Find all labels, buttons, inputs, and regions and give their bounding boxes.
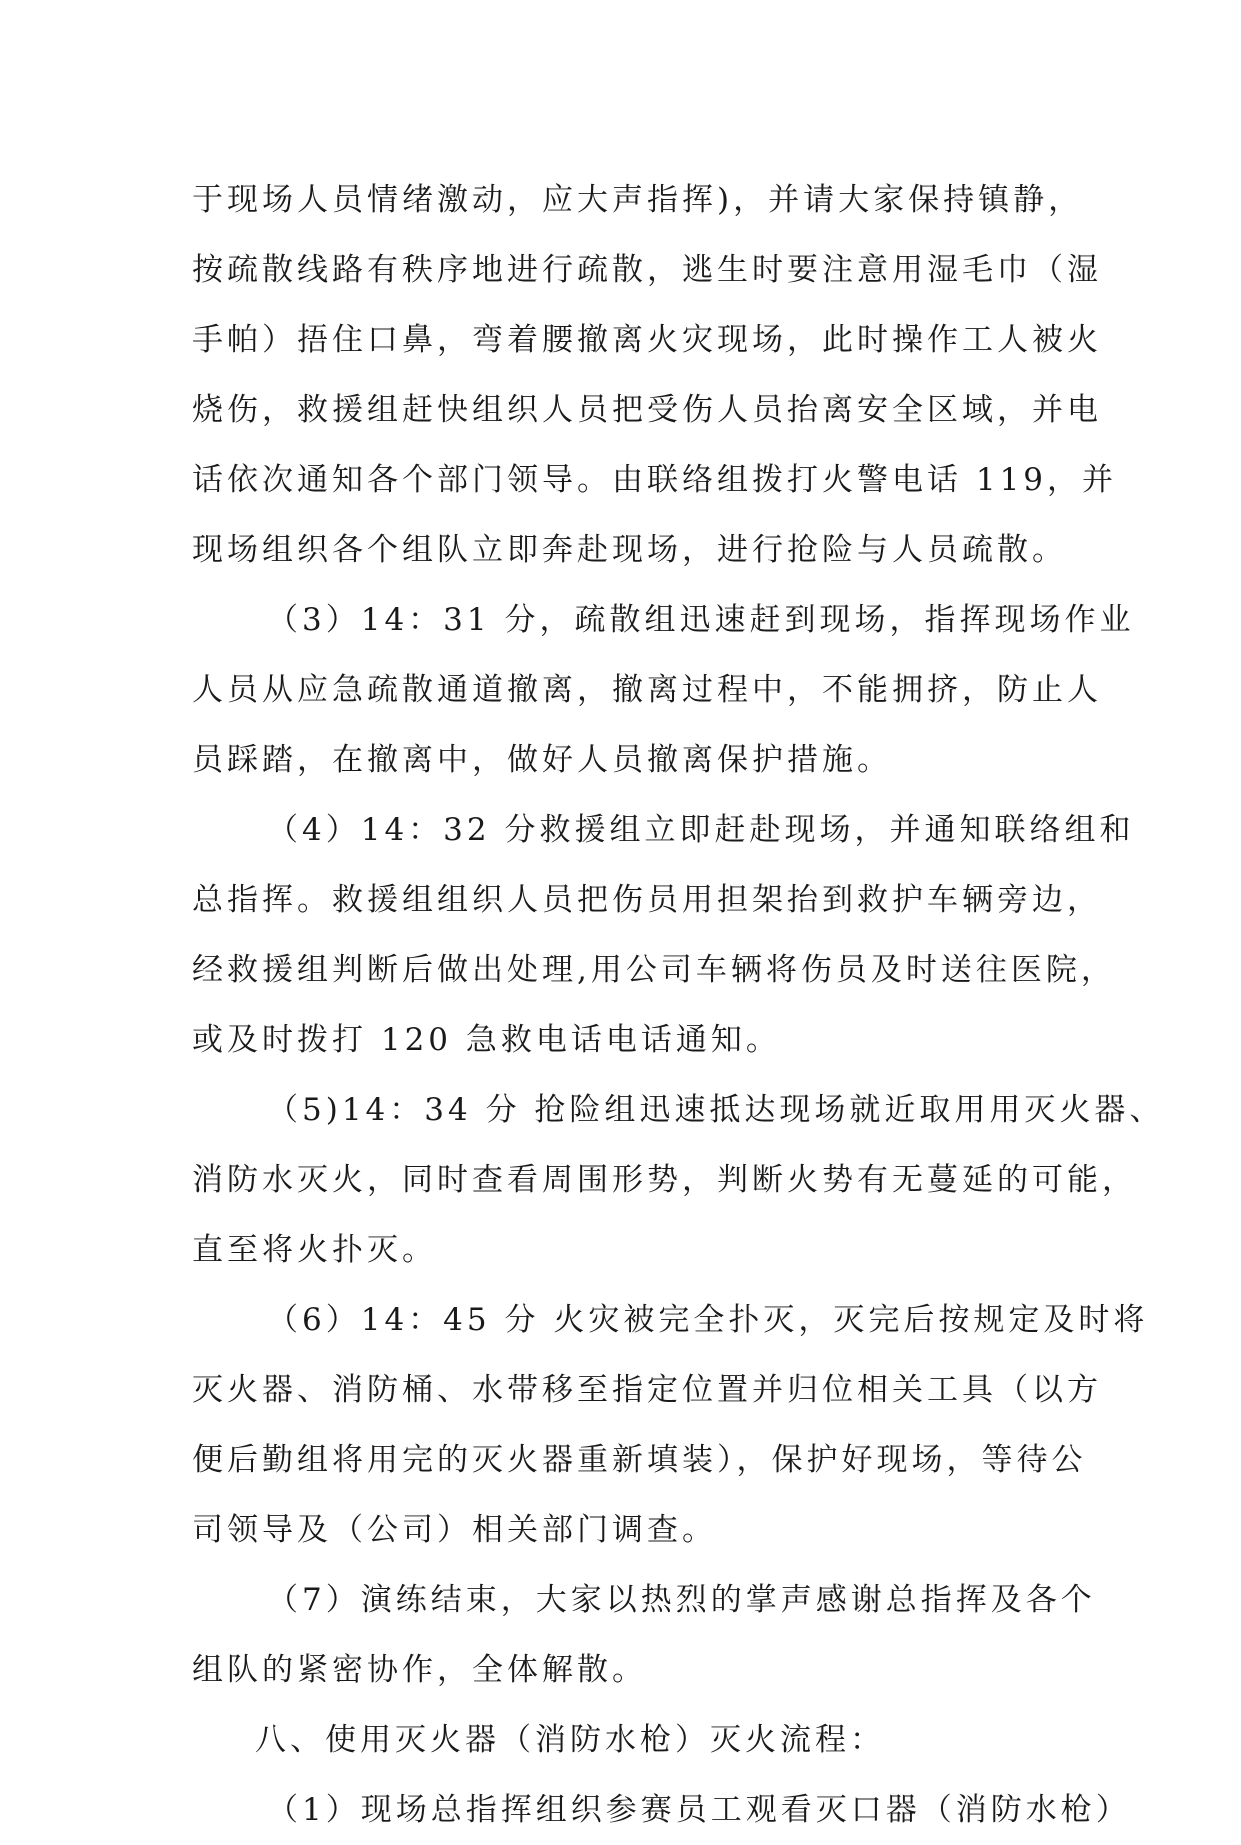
text-line: 或及时拨打 120 急救电话电话通知。: [192, 1022, 781, 1058]
text-line: 烧伤，救援组赶快组织人员把受伤人员抬离安全区域，并电: [192, 392, 1102, 428]
text-line: 人员从应急疏散通道撤离，撤离过程中，不能拥挤，防止人: [192, 672, 1102, 708]
paragraph-start-4: （4）14：32 分救援组立即赶赴现场，并通知联络组和: [267, 812, 1135, 848]
text-line: 于现场人员情绪激动，应大声指挥)，并请大家保持镇静，: [192, 182, 1084, 218]
text-line: 总指挥。救援组组织人员把伤员用担架抬到救护车辆旁边，: [192, 882, 1102, 918]
text-line: 灭火器、消防桶、水带移至指定位置并归位相关工具（以方: [192, 1372, 1102, 1408]
text-line: 按疏散线路有秩序地进行疏散，逃生时要注意用湿毛巾（湿: [192, 252, 1102, 288]
document-body: [192, 165, 1165, 1845]
paragraph-start-3: （3）14：31 分，疏散组迅速赶到现场，指挥现场作业: [267, 602, 1135, 638]
text-line: 消防水灭火，同时查看周围形势，判断火势有无蔓延的可能，: [192, 1162, 1137, 1198]
paragraph-start-6: （6）14：45 分 火灾被完全扑灭，灭完后按规定及时将: [267, 1302, 1149, 1338]
paragraph-start-5: （5)14：34 分 抢险组迅速抵达现场就近取用用灭火器、: [267, 1092, 1165, 1128]
text-line: 直至将火扑灭。: [192, 1232, 437, 1268]
text-line: 司领导及（公司）相关部门调查。: [192, 1512, 717, 1548]
paragraph-start-8-1: （1）现场总指挥组织参赛员工观看灭口器（消防水枪）: [267, 1792, 1131, 1828]
text-line: 员踩踏，在撤离中，做好人员撤离保护措施。: [192, 742, 892, 778]
section-heading-8: 八、使用灭火器（消防水枪）灭火流程：: [255, 1722, 885, 1758]
text-line: 经救援组判断后做出处理,用公司车辆将伤员及时送往医院，: [192, 952, 1116, 988]
text-line: 手帕）捂住口鼻，弯着腰撤离火灾现场，此时操作工人被火: [192, 322, 1102, 358]
text-line: 组队的紧密协作，全体解散。: [192, 1652, 647, 1688]
paragraph-start-7: （7）演练结束，大家以热烈的掌声感谢总指挥及各个: [267, 1582, 1096, 1618]
text-line: 话依次通知各个部门领导。由联络组拨打火警电话 119，并: [192, 462, 1118, 498]
text-line: 现场组织各个组队立即奔赴现场，进行抢险与人员疏散。: [192, 532, 1067, 568]
text-line: 便后勤组将用完的灭火器重新填装），保护好现场，等待公: [192, 1442, 1087, 1478]
